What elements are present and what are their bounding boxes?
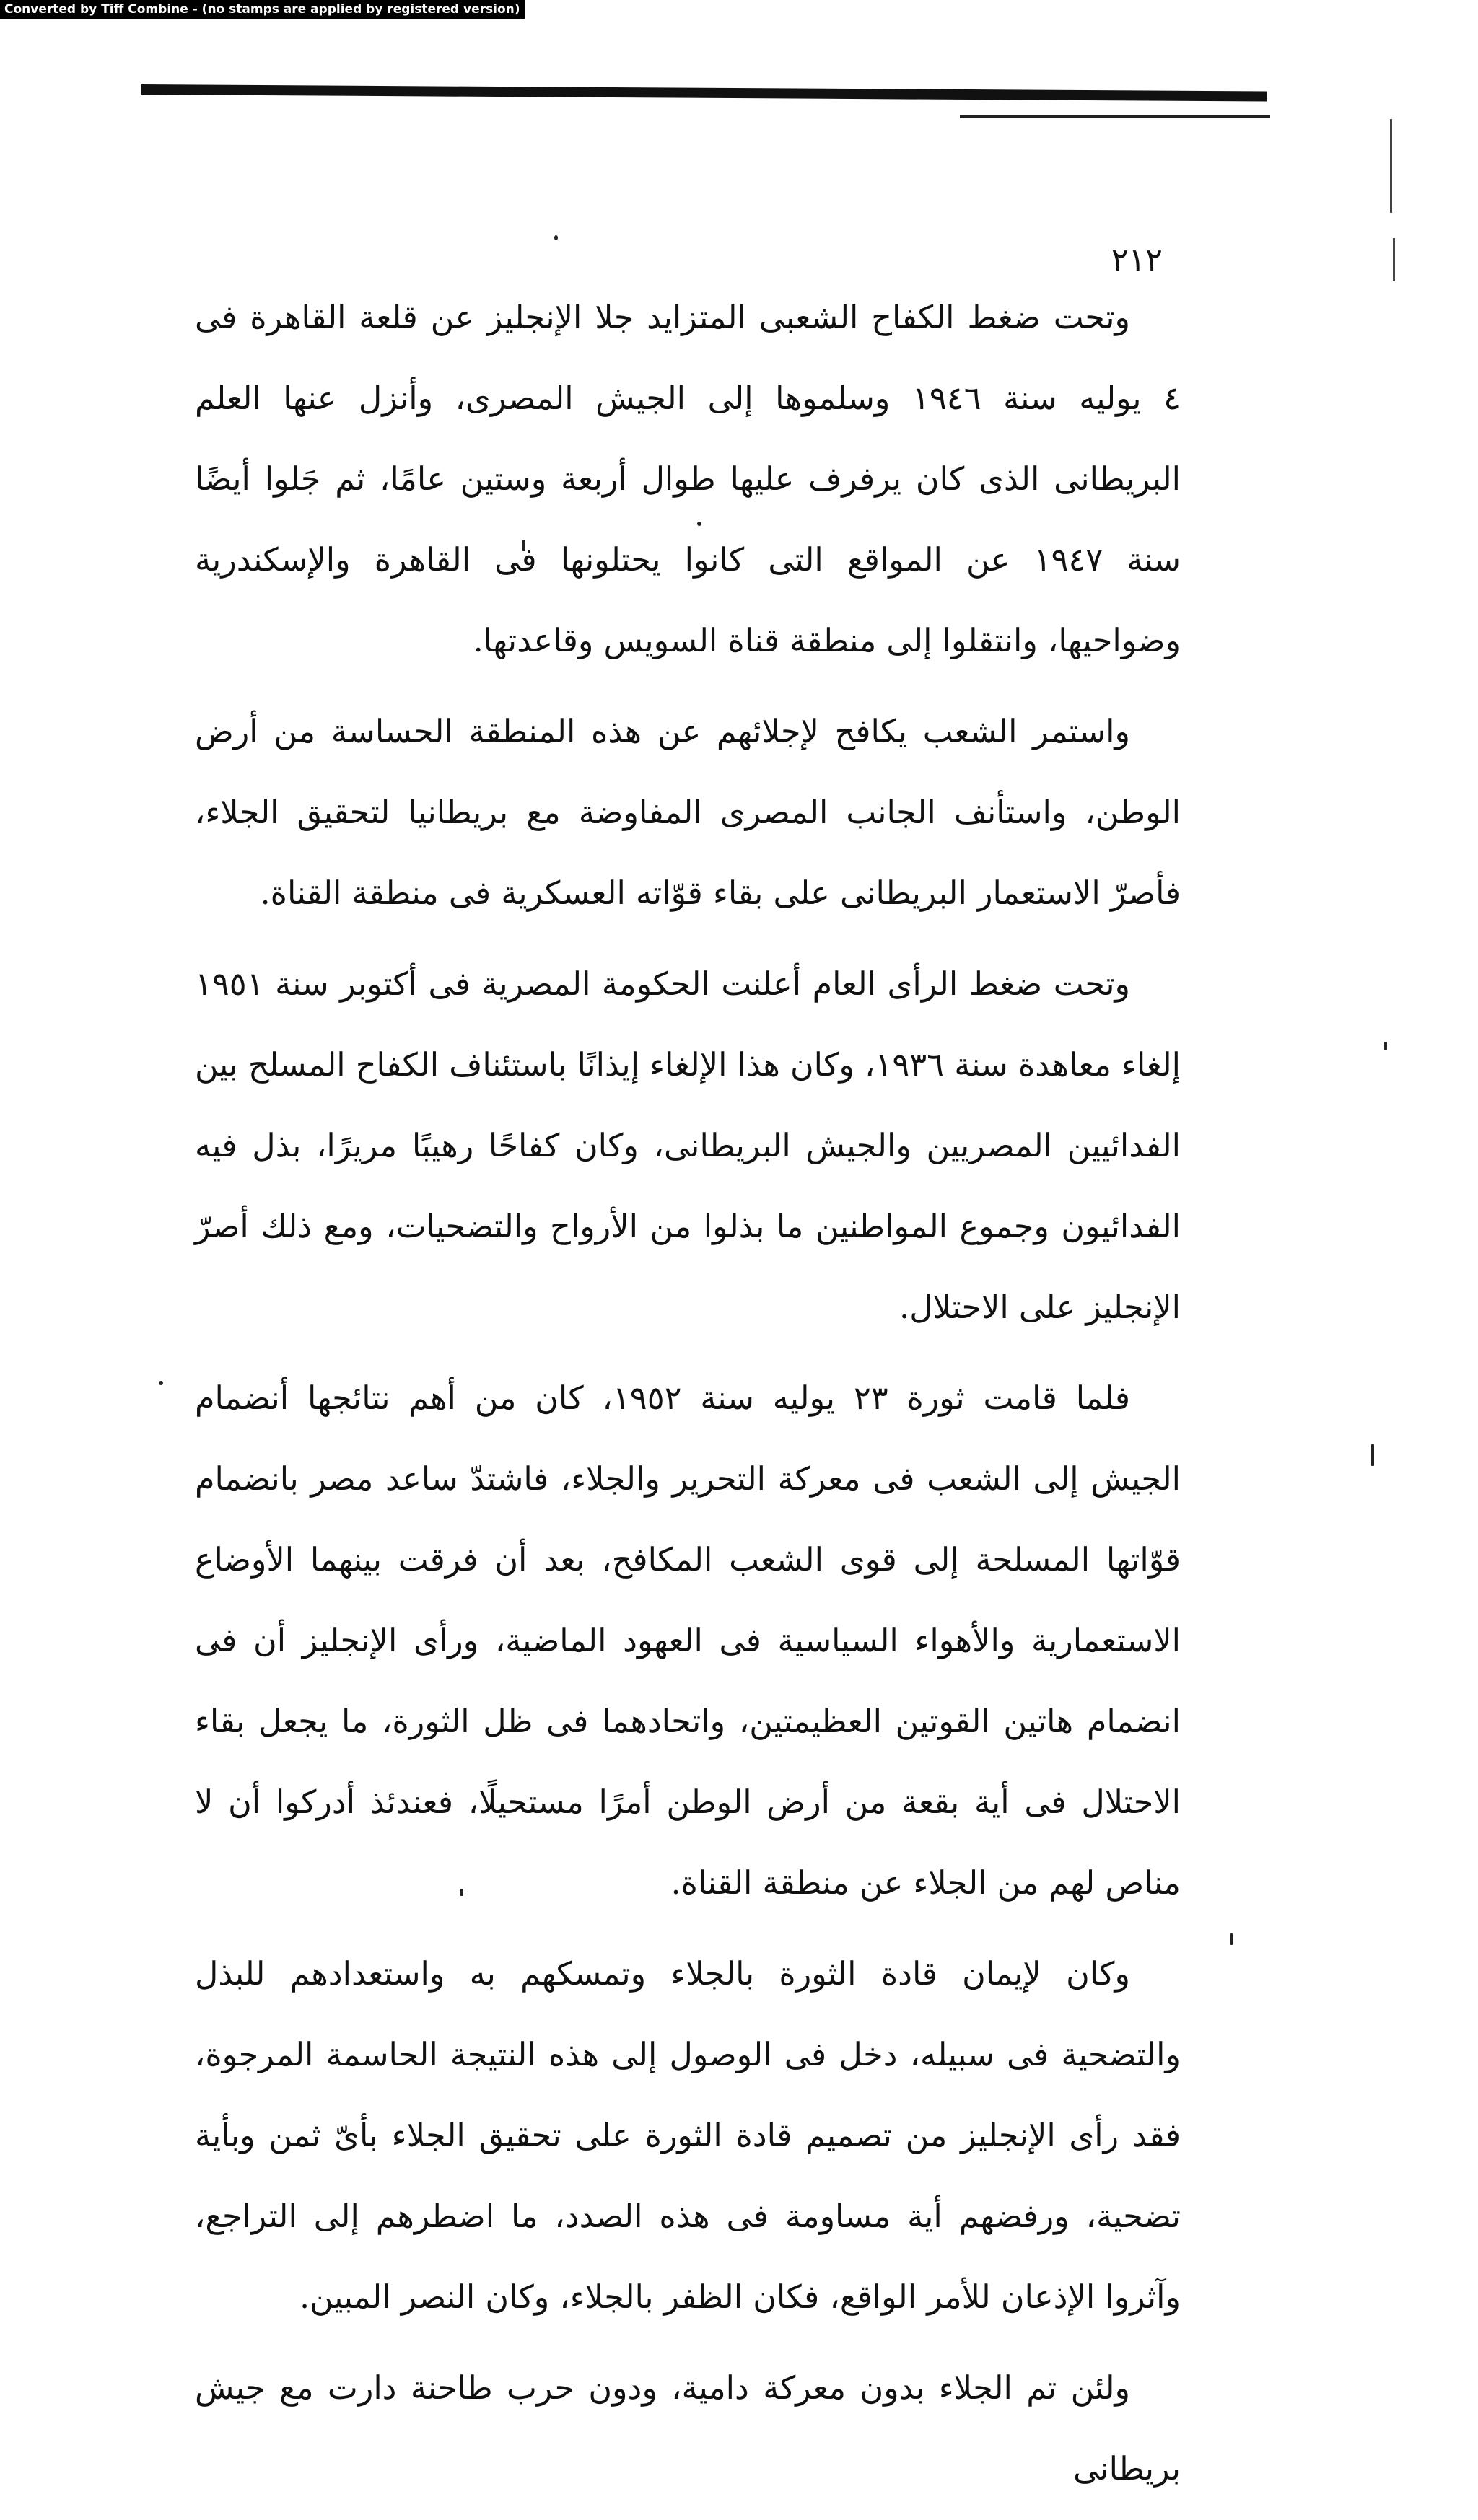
paragraph-4: فلما قامت ثورة ٢٣ يوليه سنة ١٩٥٢، كان من أهم نتائجها أنضمام الجيش إلى الشعب فى معركة التحرير والجلاء، فاشتدّ ساعد مصر بانضمام قوّاتها المسلحة إلى قوى الشعب المكافح، بعد أن فرقت بينهما الأوضاع الاستعمارية والأهواء السياسية فى العهود الماضية، ورأى الإنجليز أن فى انضمام هاتين القوتين العظيمتين، واتحادهما فى ظل الثورة، ما يجعل بقاء الاحتلال فى أية بقعة من أرض الوطن أمرًا مستحيلًا، فعندئذ أدركوا أن لا مناص لهم من الجلاء عن منطقة القناة. (195, 1380, 1181, 1902)
paragraph-2: واستمر الشعب يكافح لإجلائهم عن هذه المنطقة الحساسة من أرض الوطن، واستأنف الجانب المصرى المفاوضة مع بريطانيا لتحقيق الجلاء، فأصرّ الاستعمار البريطانى على بقاء قوّاته العسكرية فى منطقة القناة. (195, 714, 1181, 912)
scan-edge-line (1393, 238, 1395, 281)
page-number: ٢١٢ (1111, 242, 1163, 278)
paragraph-5: وكان لإيمان قادة الثورة بالجلاء وتمسكهم به واستعدادهم للبذل والتضحية فى سبيله، دخل فى الوصول إلى هذه النتيجة الحاسمة المرجوة، فقد رأى الإنجليز من تصميم قادة الثورة على تحقيق الجلاء بأىّ ثمن وبأية تضحية، ورفضهم أية مساومة فى هذه الصدد، ما اضطرهم إلى التراجع، وآثروا الإذعان للأمر الواقع، فكان الظفر بالجلاء، وكان النصر المبين. (195, 1956, 1181, 2316)
scan-speck (159, 1381, 163, 1385)
paragraph-3: وتحت ضغط الرأى العام أعلنت الحكومة المصرية فى أكتوبر سنة ١٩٥١ إلغاء معاهدة سنة ١٩٣٦، وكان هذا الإلغاء إيذانًا باستئناف الكفاح المسلح بين الفدائيين المصريين والجيش البريطانى، وكان كفاحًا رهيبًا مريرًا، بذل فيه الفدائيون وجموع المواطنين ما بذلوا من الأرواح والتضحيات، ومع ذلك أصرّ الإنجليز على الاحتلال. (195, 966, 1181, 1326)
paragraph-6: ولئن تم الجلاء بدون معركة دامية، ودون حرب طاحنة دارت مع جيش بريطانى (195, 2370, 1181, 2488)
scan-speck (1371, 1444, 1374, 1466)
scan-edge-line (1390, 119, 1392, 213)
body-text (195, 278, 1181, 2520)
paragraph-1: وتحت ضغط الكفاح الشعبى المتزايد جلا الإنجليز عن قلعة القاهرة فى ٤ يوليه سنة ١٩٤٦ وسلموها إلى الجيش المصرى، وأنزل عنها العلم البريطانى الذى كان يرفرف عليها طوال أربعة وستين عامًا، ثم جَلوا أيضًا سنة ١٩٤٧ عن المواقع التى كانوا يحتلونها فى القاهرة والإسكندرية وضواحيها، وانتقلوا إلى منطقة قناة السويس وقاعدتها. (195, 299, 1181, 659)
top-border-rule (141, 84, 1267, 102)
scan-speck (554, 235, 558, 240)
conversion-stamp: Converted by Tiff Combine - (no stamps are applied by registered version) (0, 0, 525, 19)
scan-speck (1230, 1933, 1233, 1945)
top-border-rule-thin (960, 115, 1270, 118)
scan-speck (1384, 1042, 1387, 1050)
